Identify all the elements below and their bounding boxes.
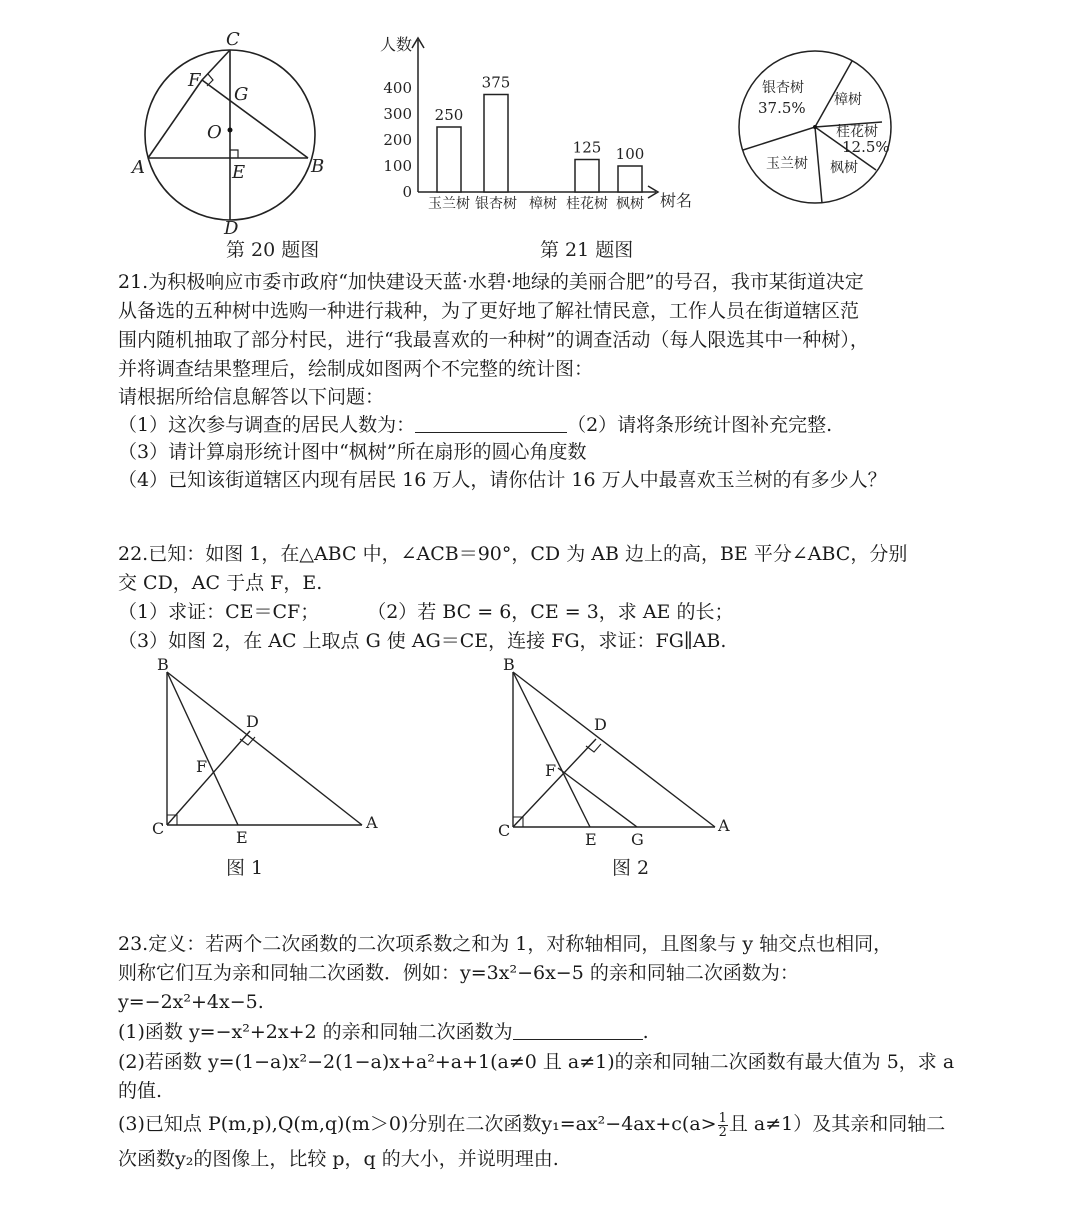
fraction-one-half (718, 1112, 728, 1139)
fig2-triangle (513, 672, 715, 827)
q23-part-3-row (118, 1110, 945, 1139)
pie-label-feng: 枫树 (830, 160, 858, 176)
q21-line-2: 从备选的五种树中选购一种进行栽种，为了更好地了解社情民意，工作人员在街道辖区范 (118, 300, 860, 322)
fig1-triangle (167, 672, 362, 825)
q21-line-4: 并将调查结果整理后，绘制成如图两个不完整的统计图： (118, 358, 594, 380)
pie-pct-guihua: 12.5% (842, 138, 890, 156)
fig21-caption: 第 21 题图 (540, 239, 634, 261)
fig1-label-a: A (366, 813, 378, 832)
fig2-label-d: D (594, 715, 607, 734)
label-d: D (224, 218, 239, 239)
category-label: 樟树 (529, 196, 557, 212)
category-label: 枫树 (616, 196, 644, 212)
bar-value-label: 100 (615, 145, 645, 163)
label-g: G (234, 84, 249, 105)
q22-part-2: （2）若 BC = 6，CE = 3，求 AE 的长； (367, 601, 734, 623)
q21-part-2: （2）请将条形统计图补充完整. (567, 414, 833, 436)
y-tick-label: 300 (383, 105, 412, 123)
q21-line-1: 21.为积极响应市委市政府“加快建设天蓝·水碧·地绿的美丽合肥”的号召，我市某街道决定 (118, 271, 864, 293)
pie-pct-yinxing: 37.5% (758, 99, 806, 117)
fig1-caption: 图 1 (226, 857, 264, 879)
fig1-label-d: D (246, 712, 259, 731)
bar-value-label: 375 (481, 73, 511, 92)
q23-part-3c: 次函数y₂的图像上，比较 p，q 的大小，并说明理由. (118, 1148, 559, 1170)
q21-part-3: （3）请计算扇形统计图中“枫树”所在扇形的圆心角度数 (118, 441, 587, 463)
pie-label-zhang: 樟树 (834, 92, 862, 108)
pie-label-yinxing: 银杏树 (762, 80, 804, 96)
fig2-label-c: C (498, 821, 511, 840)
category-label: 桂花树 (566, 196, 608, 212)
q22-part-1: （1）求证：CE＝CF； (118, 601, 320, 623)
fig2-label-b: B (503, 655, 515, 674)
y-tick-label: 100 (383, 157, 412, 175)
q23-part-2: (2)若函数 y=(1−a)x²−2(1−a)x+a²+a+1(a≠0 且 a≠1)的亲和同轴二次函数有最大值为 5，求 a (118, 1051, 955, 1073)
pie-label-yulan: 玉兰树 (766, 156, 808, 172)
category-label: 玉兰树 (428, 196, 470, 212)
fig20-caption: 第 20 题图 (226, 239, 320, 261)
q22-line-1: 22.已知：如图 1，在△ABC 中，∠ACB＝90°，CD 为 AB 边上的高，BE 平分∠ABC，分别 (118, 543, 908, 565)
q23-line-3: y=−2x²+4x−5. (118, 991, 264, 1013)
label-o: O (207, 122, 222, 143)
bar-value-label: 250 (434, 106, 464, 124)
y-tick-label: 400 (383, 79, 412, 97)
q21-line-5: 请根据所给信息解答以下问题： (118, 386, 385, 408)
fig1-label-b: B (157, 655, 169, 674)
q23-part-1-end: . (642, 1021, 649, 1043)
q23-part-1-row (118, 1018, 649, 1047)
fraction-denominator: 2 (718, 1124, 727, 1140)
q22-part-3: （3）如图 2，在 AC 上取点 G 使 AG＝CE，连接 FG，求证：FG∥AB. (118, 630, 727, 652)
label-a: A (132, 157, 145, 178)
q21-part-4: （4）已知该街道辖区内现有居民 16 万人，请你估计 16 万人中最喜欢玉兰树的有多少人？ (118, 469, 887, 491)
fig2-label-a: A (718, 816, 730, 835)
q21-part-1: （1）这次参与调查的居民人数为： (118, 414, 416, 436)
q23-part-3a: (3)已知点 P(m,p),Q(m,q)(m＞0)分别在二次函数y₁=ax²−4ax+c(a> (118, 1113, 717, 1135)
fig2-caption: 图 2 (612, 857, 650, 879)
q23-part-2b: 的值. (118, 1080, 163, 1102)
category-label: 银杏树 (475, 196, 517, 212)
q23-part-3b: 且 a≠1）及其亲和同轴二 (728, 1113, 946, 1135)
pie-label-guihua: 桂花树 (836, 124, 878, 140)
chart-ylabel: 人数 (380, 35, 413, 54)
q23-part-1: (1)函数 y=−x²+2x+2 的亲和同轴二次函数为 (118, 1021, 513, 1043)
q23-answer-blank[interactable] (513, 1019, 643, 1040)
label-e: E (232, 162, 246, 183)
fig1-label-c: C (152, 819, 165, 838)
bar-value-label: 125 (572, 138, 602, 157)
q22-line-2: 交 CD，AC 于点 F，E. (118, 572, 323, 594)
q23-line-2: 则称它们互为亲和同轴二次函数．例如：y=3x²−6x−5 的亲和同轴二次函数为： (118, 962, 799, 984)
y-tick-label: 0 (402, 183, 412, 201)
fig1-label-f: F (196, 757, 208, 776)
label-f: F (188, 70, 201, 91)
fraction-numerator: 1 (718, 1110, 727, 1126)
y-tick-label: 200 (383, 131, 412, 149)
label-c: C (226, 29, 240, 50)
fig2-label-g: G (631, 830, 644, 849)
fig1-label-e: E (236, 828, 248, 847)
q21-line-3: 围内随机抽取了部分村民，进行“我最喜欢的一种树”的调查活动（每人限选其中一种树）， (118, 329, 869, 351)
label-b: B (311, 156, 325, 177)
fig2-label-f: F (545, 761, 557, 780)
chart-xlabel: 树名 (660, 191, 693, 210)
q23-line-1: 23.定义：若两个二次函数的二次项系数之和为 1，对称轴相同，且图象与 y 轴交点也相同， (118, 933, 893, 955)
fig2-label-e: E (585, 830, 597, 849)
